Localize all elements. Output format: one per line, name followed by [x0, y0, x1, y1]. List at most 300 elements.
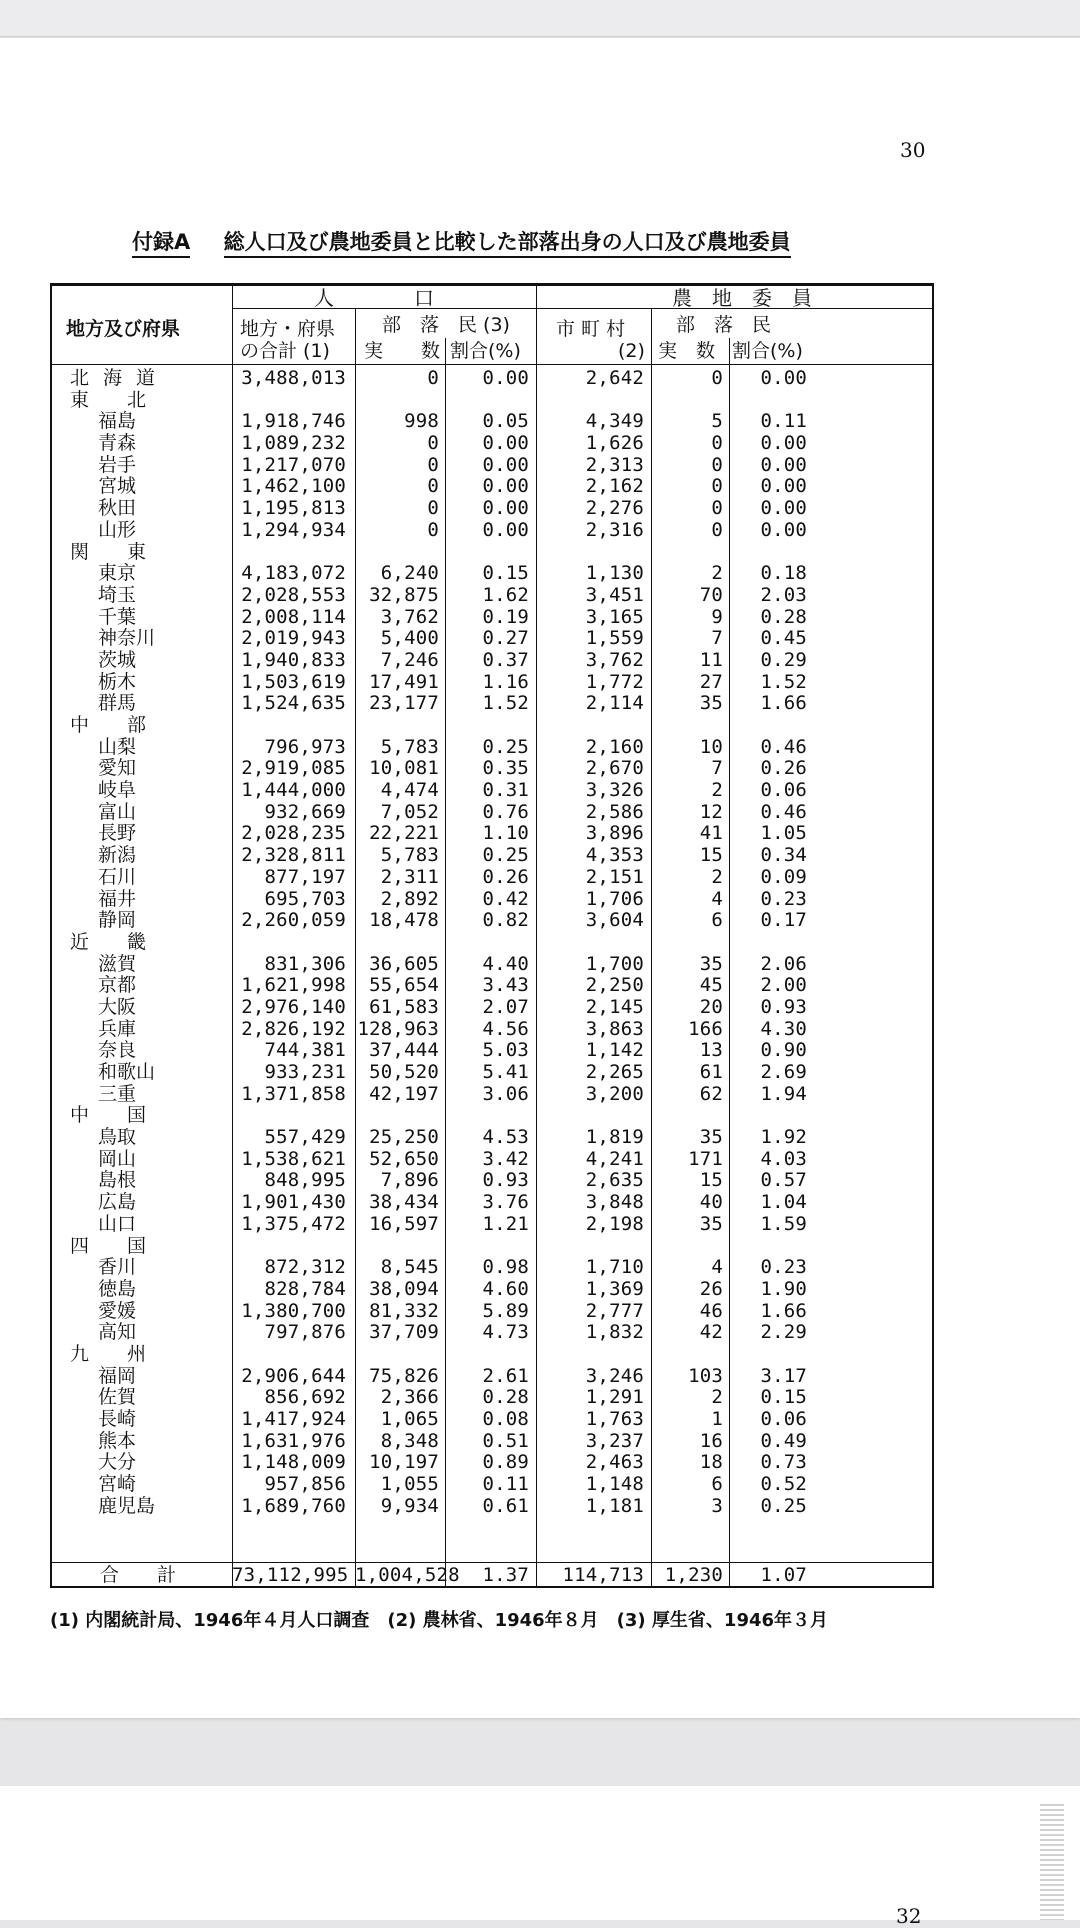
comm-count-cell: 26 — [699, 1277, 723, 1300]
pop-ratio-cell: 3.43 — [482, 974, 529, 997]
pop-ratio-cell: 0.25 — [482, 735, 529, 758]
pref-population-cell: 1,371,858 — [241, 1082, 346, 1105]
prefecture-name: 栃木 — [98, 670, 137, 693]
header-municipal-1: 市 町 村 — [556, 318, 626, 340]
table-row — [52, 889, 932, 911]
table-row — [52, 1301, 932, 1323]
comm-count-cell: 171 — [688, 1147, 723, 1170]
header-comm-count: 実 数 — [658, 340, 716, 362]
pref-population-cell: 856,692 — [264, 1386, 346, 1409]
total-comm-ratio: 1.07 — [760, 1564, 807, 1586]
comm-count-cell: 2 — [711, 779, 723, 802]
pref-population-cell: 4,183,072 — [241, 562, 346, 585]
comm-ratio-cell: 0.46 — [760, 735, 807, 758]
pref-population-cell: 1,294,934 — [241, 518, 346, 541]
comm-ratio-cell: 0.00 — [760, 475, 807, 498]
table-row — [52, 1019, 932, 1041]
pref-population-cell: 1,940,833 — [241, 648, 346, 671]
viewer-top-strip — [0, 0, 1080, 37]
buraku-population-cell: 81,332 — [369, 1299, 439, 1322]
buraku-population-cell: 5,400 — [380, 627, 439, 650]
table-row — [52, 1149, 932, 1171]
pop-ratio-cell: 5.41 — [482, 1061, 529, 1083]
pref-population-cell: 1,195,813 — [241, 497, 346, 520]
comm-ratio-cell: 0.00 — [760, 453, 807, 476]
pop-ratio-cell: 4.73 — [482, 1321, 529, 1344]
region-row — [52, 715, 932, 737]
table-row — [52, 975, 932, 997]
buraku-population-cell: 32,875 — [369, 583, 439, 606]
pref-population-cell: 2,019,943 — [241, 627, 346, 650]
pop-ratio-cell: 0.76 — [482, 800, 529, 823]
pref-population-cell: 2,260,059 — [241, 909, 346, 932]
pref-population-cell: 848,995 — [264, 1169, 346, 1192]
comm-count-cell: 18 — [699, 1451, 723, 1474]
prefecture-name: 岐阜 — [98, 779, 137, 802]
table-row — [52, 520, 932, 542]
header-buraku-pop: 部 落 民 (3) — [382, 314, 510, 336]
region-name: 四国 — [70, 1234, 185, 1257]
appendix-label: 付録A — [132, 230, 190, 258]
comm-count-cell: 6 — [711, 909, 723, 932]
comm-ratio-cell: 4.30 — [760, 1017, 807, 1040]
pop-ratio-cell: 4.53 — [482, 1126, 529, 1149]
municipal-cell: 2,313 — [585, 453, 644, 476]
pop-ratio-cell: 5.89 — [482, 1299, 529, 1322]
buraku-population-cell: 0 — [427, 432, 439, 455]
pref-population-cell: 2,919,085 — [241, 757, 346, 780]
prefecture-name: 鳥取 — [98, 1126, 137, 1149]
pref-population-cell: 2,028,235 — [241, 822, 346, 845]
table-row — [52, 867, 932, 889]
comm-count-cell: 6 — [711, 1473, 723, 1496]
prefecture-name: 大阪 — [98, 995, 137, 1018]
buraku-population-cell: 38,434 — [369, 1191, 439, 1214]
pop-ratio-cell: 5.03 — [482, 1039, 529, 1062]
buraku-population-cell: 22,221 — [369, 822, 439, 845]
region-row — [52, 1236, 932, 1258]
pref-population-cell: 744,381 — [264, 1039, 346, 1062]
prefecture-name: 高知 — [98, 1321, 137, 1344]
municipal-cell: 2,463 — [585, 1451, 644, 1474]
buraku-population-cell: 37,444 — [369, 1039, 439, 1062]
table-title-text: 総人口及び農地委員と比較した部落出身の人口及び農地委員 — [224, 230, 791, 258]
prefecture-name: 長野 — [98, 822, 137, 845]
comm-count-cell: 3 — [711, 1494, 723, 1517]
comm-count-cell: 13 — [699, 1039, 723, 1062]
total-row — [52, 1564, 932, 1586]
pop-ratio-cell: 0.00 — [482, 497, 529, 520]
comm-ratio-cell: 0.25 — [760, 1494, 807, 1517]
prefecture-name: 福井 — [98, 887, 137, 910]
table-row — [52, 1474, 932, 1496]
header-region-prefecture: 地方及び府県 — [66, 318, 181, 340]
table-row — [52, 1040, 932, 1062]
comm-ratio-cell: 0.45 — [760, 627, 807, 650]
pop-ratio-cell: 4.40 — [482, 952, 529, 975]
comm-ratio-cell: 0.28 — [760, 605, 807, 628]
buraku-population-cell: 4,474 — [380, 779, 439, 802]
comm-ratio-cell: 1.66 — [760, 692, 807, 715]
buraku-population-cell: 6,240 — [380, 562, 439, 585]
table-row — [52, 672, 932, 694]
buraku-population-cell: 1,065 — [380, 1408, 439, 1430]
comm-ratio-cell: 2.06 — [760, 952, 807, 975]
table-row — [52, 1257, 932, 1279]
comm-ratio-cell: 0.46 — [760, 800, 807, 823]
buraku-population-cell: 0 — [427, 475, 439, 498]
comm-count-cell: 40 — [699, 1191, 723, 1214]
buraku-population-cell: 10,197 — [369, 1451, 439, 1474]
municipal-cell: 4,353 — [585, 844, 644, 867]
comm-ratio-cell: 0.11 — [760, 410, 807, 433]
prefecture-name: 山形 — [98, 518, 137, 541]
pop-ratio-cell: 1.52 — [482, 692, 529, 715]
page-number: 30 — [900, 138, 926, 162]
prefecture-name: 長崎 — [98, 1408, 137, 1430]
comm-ratio-cell: 1.59 — [760, 1212, 807, 1235]
pop-ratio-cell: 0.19 — [482, 605, 529, 628]
comm-count-cell: 7 — [711, 757, 723, 780]
region-name: 関東 — [70, 540, 185, 563]
comm-count-cell: 5 — [711, 410, 723, 433]
header-pop-count: 実 数 — [364, 340, 441, 362]
table-row — [52, 433, 932, 455]
comm-count-cell: 12 — [699, 800, 723, 823]
table-row — [52, 1214, 932, 1236]
municipal-cell: 2,160 — [585, 735, 644, 758]
buraku-population-cell: 2,366 — [380, 1386, 439, 1409]
municipal-cell: 1,763 — [585, 1408, 644, 1430]
comm-ratio-cell: 0.29 — [760, 648, 807, 671]
municipal-cell: 1,700 — [585, 952, 644, 975]
buraku-population-cell: 1,055 — [380, 1473, 439, 1496]
pop-ratio-cell: 0.15 — [482, 562, 529, 585]
comm-ratio-cell: 1.05 — [760, 822, 807, 845]
total-pref-population: 73,112,995 — [232, 1564, 349, 1586]
next-page-number: 32 — [896, 1904, 922, 1928]
buraku-population-cell: 75,826 — [369, 1364, 439, 1387]
pref-population-cell: 2,906,644 — [241, 1364, 346, 1387]
pop-ratio-cell: 0.05 — [482, 410, 529, 433]
table-row — [52, 455, 932, 477]
table-row — [52, 1366, 932, 1388]
region-row — [52, 1344, 932, 1366]
municipal-cell: 1,626 — [585, 432, 644, 455]
comm-count-cell: 35 — [699, 692, 723, 715]
comm-count-cell: 15 — [699, 1169, 723, 1192]
prefecture-name: 岡山 — [98, 1147, 137, 1170]
comm-ratio-cell: 0.23 — [760, 1256, 807, 1279]
buraku-population-cell: 0 — [427, 367, 439, 389]
pref-population-cell: 3,488,013 — [241, 367, 346, 389]
buraku-population-cell: 9,934 — [380, 1494, 439, 1517]
region-name: 中部 — [70, 714, 185, 736]
prefecture-name: 熊本 — [98, 1429, 137, 1452]
header-land-committee: 農 地 委 員 — [672, 286, 812, 310]
table-row — [52, 476, 932, 498]
buraku-population-cell: 37,709 — [369, 1321, 439, 1344]
region-name: 近畿 — [70, 930, 185, 953]
header-pop-ratio: 割合(%) — [450, 340, 521, 362]
table-row — [52, 563, 932, 585]
table-row — [52, 628, 932, 650]
municipal-cell: 3,246 — [585, 1364, 644, 1387]
pop-ratio-cell: 0.26 — [482, 865, 529, 888]
buraku-population-cell: 7,052 — [380, 800, 439, 823]
buraku-population-cell: 7,246 — [380, 648, 439, 671]
municipal-cell: 2,635 — [585, 1169, 644, 1192]
prefecture-name: 愛媛 — [98, 1299, 137, 1322]
comm-count-cell: 45 — [699, 974, 723, 997]
buraku-population-cell: 2,892 — [380, 887, 439, 910]
pop-ratio-cell: 0.35 — [482, 757, 529, 780]
pop-ratio-cell: 3.76 — [482, 1191, 529, 1214]
prefecture-name: 鹿児島 — [98, 1494, 156, 1517]
region-row — [52, 390, 932, 412]
comm-count-cell: 7 — [711, 627, 723, 650]
buraku-population-cell: 61,583 — [369, 995, 439, 1018]
comm-ratio-cell: 0.09 — [760, 865, 807, 888]
region-name: 東北 — [70, 388, 185, 411]
comm-count-cell: 42 — [699, 1321, 723, 1344]
pref-population-cell: 1,089,232 — [241, 432, 346, 455]
header-municipal-2: (2) — [618, 340, 645, 362]
pref-population-cell: 831,306 — [264, 952, 346, 975]
comm-ratio-cell: 0.15 — [760, 1386, 807, 1409]
table-row — [52, 1496, 932, 1518]
comm-count-cell: 70 — [699, 583, 723, 606]
comm-count-cell: 35 — [699, 952, 723, 975]
prefecture-name: 徳島 — [98, 1277, 137, 1300]
buraku-population-cell: 17,491 — [369, 670, 439, 693]
municipal-cell: 2,586 — [585, 800, 644, 823]
buraku-population-cell: 16,597 — [369, 1212, 439, 1235]
municipal-cell: 3,451 — [585, 583, 644, 606]
comm-ratio-cell: 0.93 — [760, 995, 807, 1018]
region-row — [52, 932, 932, 954]
comm-count-cell: 166 — [688, 1017, 723, 1040]
table-body — [52, 368, 932, 1517]
comm-ratio-cell: 0.06 — [760, 779, 807, 802]
comm-count-cell: 2 — [711, 1386, 723, 1409]
buraku-population-cell: 50,520 — [369, 1061, 439, 1083]
pref-population-cell: 797,876 — [264, 1321, 346, 1344]
table-row — [52, 1084, 932, 1106]
prefecture-name: 茨城 — [98, 648, 137, 671]
comm-count-cell: 1 — [711, 1408, 723, 1430]
total-label: 合 計 — [100, 1564, 177, 1586]
pref-population-cell: 1,918,746 — [241, 410, 346, 433]
comm-ratio-cell: 0.17 — [760, 909, 807, 932]
comm-ratio-cell: 1.90 — [760, 1277, 807, 1300]
pop-ratio-cell: 0.28 — [482, 1386, 529, 1409]
prefecture-name: 島根 — [98, 1169, 137, 1192]
municipal-cell: 1,706 — [585, 887, 644, 910]
pop-ratio-cell: 4.60 — [482, 1277, 529, 1300]
municipal-cell: 1,181 — [585, 1494, 644, 1517]
table-row — [52, 693, 932, 715]
comm-ratio-cell: 0.26 — [760, 757, 807, 780]
municipal-cell: 1,130 — [585, 562, 644, 585]
pop-ratio-cell: 1.21 — [482, 1212, 529, 1235]
municipal-cell: 1,369 — [585, 1277, 644, 1300]
prefecture-name: 神奈川 — [98, 627, 156, 650]
comm-ratio-cell: 2.03 — [760, 583, 807, 606]
prefecture-name: 埼玉 — [98, 583, 137, 606]
buraku-population-cell: 0 — [427, 497, 439, 520]
prefecture-name: 北海道 — [70, 367, 170, 389]
municipal-cell: 2,642 — [585, 367, 644, 389]
header-rule — [52, 364, 932, 365]
table-row — [52, 737, 932, 759]
municipal-cell: 2,162 — [585, 475, 644, 498]
comm-ratio-cell: 4.03 — [760, 1147, 807, 1170]
municipal-cell: 3,165 — [585, 605, 644, 628]
region-row — [52, 1105, 932, 1127]
buraku-population-cell: 10,081 — [369, 757, 439, 780]
prefecture-name: 大分 — [98, 1451, 137, 1474]
buraku-population-cell: 128,963 — [357, 1017, 439, 1040]
buraku-population-cell: 0 — [427, 453, 439, 476]
municipal-cell: 3,863 — [585, 1017, 644, 1040]
pop-ratio-cell: 0.42 — [482, 887, 529, 910]
prefecture-name: 三重 — [98, 1082, 137, 1105]
pop-ratio-cell: 0.00 — [482, 367, 529, 389]
table-row — [52, 650, 932, 672]
pop-ratio-cell: 0.27 — [482, 627, 529, 650]
pref-population-cell: 1,538,621 — [241, 1147, 346, 1170]
table-row — [52, 1170, 932, 1192]
prefecture-name: 香川 — [98, 1256, 137, 1279]
total-comm-count: 1,230 — [664, 1564, 723, 1586]
comm-count-cell: 0 — [711, 518, 723, 541]
prefecture-name: 富山 — [98, 800, 137, 823]
pop-ratio-cell: 2.61 — [482, 1364, 529, 1387]
comm-count-cell: 35 — [699, 1126, 723, 1149]
comm-ratio-cell: 1.04 — [760, 1191, 807, 1214]
pop-ratio-cell: 0.51 — [482, 1429, 529, 1452]
table-row — [52, 607, 932, 629]
total-pop-ratio: 1.37 — [482, 1564, 529, 1586]
prefecture-name: 東京 — [98, 562, 137, 585]
municipal-cell: 3,326 — [585, 779, 644, 802]
table-row — [52, 1062, 932, 1084]
prefecture-name: 千葉 — [98, 605, 137, 628]
table-row — [52, 498, 932, 520]
pop-ratio-cell: 0.00 — [482, 432, 529, 455]
pref-population-cell: 557,429 — [264, 1126, 346, 1149]
comm-count-cell: 10 — [699, 735, 723, 758]
table-row — [52, 1127, 932, 1149]
buraku-population-cell: 0 — [427, 518, 439, 541]
pref-population-cell: 796,973 — [264, 735, 346, 758]
comm-ratio-cell: 0.57 — [760, 1169, 807, 1192]
buraku-population-cell: 2,311 — [380, 865, 439, 888]
table-row — [52, 845, 932, 867]
comm-count-cell: 4 — [711, 1256, 723, 1279]
comm-count-cell: 0 — [711, 432, 723, 455]
prefecture-name: 佐賀 — [98, 1386, 137, 1409]
comm-count-cell: 15 — [699, 844, 723, 867]
comm-ratio-cell: 0.00 — [760, 497, 807, 520]
prefecture-name: 京都 — [98, 974, 137, 997]
table-row — [52, 802, 932, 824]
pop-ratio-cell: 0.31 — [482, 779, 529, 802]
pref-population-cell: 2,028,553 — [241, 583, 346, 606]
prefecture-name: 兵庫 — [98, 1017, 137, 1040]
municipal-cell: 1,772 — [585, 670, 644, 693]
comm-ratio-cell: 0.90 — [760, 1039, 807, 1062]
region-row — [52, 542, 932, 564]
municipal-cell: 3,896 — [585, 822, 644, 845]
pref-population-cell: 1,689,760 — [241, 1494, 346, 1517]
comm-ratio-cell: 1.92 — [760, 1126, 807, 1149]
comm-ratio-cell: 1.94 — [760, 1082, 807, 1105]
pop-ratio-cell: 0.37 — [482, 648, 529, 671]
municipal-cell: 4,349 — [585, 410, 644, 433]
buraku-population-cell: 8,545 — [380, 1256, 439, 1279]
pref-population-cell: 1,503,619 — [241, 670, 346, 693]
pref-population-cell: 1,444,000 — [241, 779, 346, 802]
prefecture-name: 石川 — [98, 865, 137, 888]
header-pref-total-1: 地方・府県 — [240, 318, 336, 340]
pref-population-cell: 1,901,430 — [241, 1191, 346, 1214]
comm-count-cell: 11 — [699, 648, 723, 671]
municipal-cell: 1,819 — [585, 1126, 644, 1149]
pop-ratio-cell: 0.00 — [482, 453, 529, 476]
table-row — [52, 954, 932, 976]
table-row — [52, 1431, 932, 1453]
comm-count-cell: 46 — [699, 1299, 723, 1322]
municipal-cell: 3,848 — [585, 1191, 644, 1214]
prefecture-name: 山口 — [98, 1212, 137, 1235]
table-row — [52, 758, 932, 780]
pref-population-cell: 695,703 — [264, 887, 346, 910]
pref-population-cell: 1,631,976 — [241, 1429, 346, 1452]
comm-ratio-cell: 0.00 — [760, 518, 807, 541]
pref-population-cell: 1,462,100 — [241, 475, 346, 498]
comm-ratio-cell: 3.17 — [760, 1364, 807, 1387]
table-title — [132, 226, 791, 256]
pop-ratio-cell: 0.98 — [482, 1256, 529, 1279]
header-population: 人 口 — [314, 286, 434, 310]
municipal-cell: 1,559 — [585, 627, 644, 650]
pop-ratio-cell: 1.16 — [482, 670, 529, 693]
prefecture-name: 滋賀 — [98, 952, 137, 975]
pref-population-cell: 2,976,140 — [241, 995, 346, 1018]
comm-count-cell: 103 — [688, 1364, 723, 1387]
data-table — [50, 283, 934, 1588]
buraku-population-cell: 3,762 — [380, 605, 439, 628]
table-row — [52, 1387, 932, 1409]
pref-population-cell: 2,328,811 — [241, 844, 346, 867]
buraku-population-cell: 42,197 — [369, 1082, 439, 1105]
prefecture-name: 山梨 — [98, 735, 137, 758]
comm-count-cell: 4 — [711, 887, 723, 910]
buraku-population-cell: 8,348 — [380, 1429, 439, 1452]
municipal-cell: 2,777 — [585, 1299, 644, 1322]
pref-population-cell: 933,231 — [264, 1061, 346, 1083]
prefecture-name: 宮城 — [98, 475, 137, 498]
comm-count-cell: 2 — [711, 865, 723, 888]
pop-ratio-cell: 0.89 — [482, 1451, 529, 1474]
pop-ratio-cell: 0.08 — [482, 1408, 529, 1430]
buraku-population-cell: 36,605 — [369, 952, 439, 975]
table-row — [52, 368, 932, 390]
comm-ratio-cell: 0.49 — [760, 1429, 807, 1452]
table-row — [52, 1279, 932, 1301]
